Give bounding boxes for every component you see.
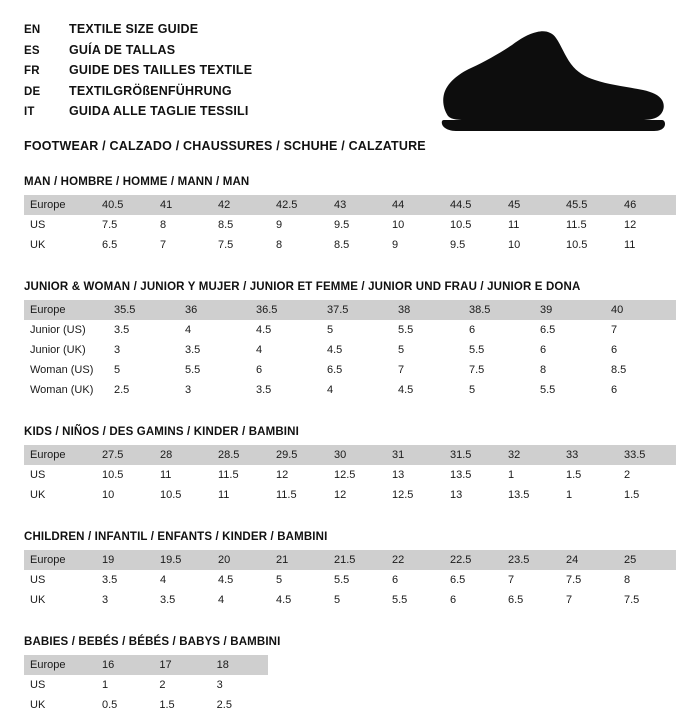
language-title: TEXTILE SIZE GUIDE [69, 22, 199, 36]
section-title: CHILDREN / INFANTIL / ENFANTS / KINDER / BAMBINI [24, 531, 328, 543]
cell: 6 [534, 340, 605, 360]
cell: 44 [386, 195, 444, 215]
row-label: Europe [24, 300, 108, 320]
table-row [24, 570, 676, 590]
cell: 6.5 [96, 235, 154, 255]
cell: 9.5 [444, 235, 502, 255]
cell: 5 [108, 360, 179, 380]
category-heading: FOOTWEAR / CALZADO / CHAUSSURES / SCHUHE / CALZATURE [24, 138, 426, 153]
cell: 23.5 [502, 550, 560, 570]
cell: 12.5 [328, 465, 386, 485]
table-row [24, 340, 676, 360]
cell: 5.5 [534, 380, 605, 400]
row-label: Europe [24, 195, 96, 215]
cell: 45 [502, 195, 560, 215]
table-row [24, 380, 676, 400]
cell: 11 [154, 465, 212, 485]
cell: 11.5 [212, 465, 270, 485]
table-row [24, 590, 676, 610]
size-table-babies [24, 655, 268, 715]
cell: 10.5 [444, 215, 502, 235]
cell: 6.5 [321, 360, 392, 380]
cell: 7 [560, 590, 618, 610]
cell: 6 [463, 320, 534, 340]
cell: 18 [211, 655, 268, 675]
row-label: Europe [24, 550, 96, 570]
row-label: US [24, 570, 96, 590]
cell: 5.5 [386, 590, 444, 610]
language-title: GUIDE DES TAILLES TEXTILE [69, 63, 253, 77]
cell: 4.5 [270, 590, 328, 610]
cell: 21 [270, 550, 328, 570]
cell: 10.5 [154, 485, 212, 505]
cell: 3 [108, 340, 179, 360]
cell: 7 [154, 235, 212, 255]
language-code: ES [24, 44, 40, 57]
cell: 19.5 [154, 550, 212, 570]
cell: 6 [250, 360, 321, 380]
cell: 4.5 [392, 380, 463, 400]
cell: 5 [463, 380, 534, 400]
cell: 8 [154, 215, 212, 235]
cell: 29.5 [270, 445, 328, 465]
cell: 10.5 [560, 235, 618, 255]
table-row [24, 445, 676, 465]
cell: 5.5 [179, 360, 250, 380]
section-junior-woman [24, 281, 676, 400]
size-table-kids [24, 445, 676, 505]
cell: 6 [386, 570, 444, 590]
cell: 12 [618, 215, 676, 235]
cell: 4 [179, 320, 250, 340]
language-title: GUIDA ALLE TAGLIE TESSILI [69, 104, 249, 118]
cell: 4.5 [250, 320, 321, 340]
cell: 22.5 [444, 550, 502, 570]
cell: 38 [392, 300, 463, 320]
table-row [24, 360, 676, 380]
cell: 5 [270, 570, 328, 590]
row-label: Europe [24, 445, 96, 465]
cell: 11.5 [560, 215, 618, 235]
table-row [24, 675, 268, 695]
table-row [24, 300, 676, 320]
cell: 20 [212, 550, 270, 570]
cell: 40 [605, 300, 676, 320]
cell: 5 [328, 590, 386, 610]
cell: 8 [618, 570, 676, 590]
cell: 9 [270, 215, 328, 235]
cell: 6.5 [534, 320, 605, 340]
row-label: US [24, 675, 96, 695]
cell: 4 [250, 340, 321, 360]
row-label: US [24, 215, 96, 235]
row-label: Woman (UK) [24, 380, 108, 400]
table-row [24, 215, 676, 235]
row-label: US [24, 465, 96, 485]
cell: 7 [392, 360, 463, 380]
table-row [24, 320, 676, 340]
cell: 21.5 [328, 550, 386, 570]
section-title: KIDS / NIÑOS / DES GAMINS / KINDER / BAMBINI [24, 426, 299, 438]
row-label: UK [24, 695, 96, 715]
cell: 10 [96, 485, 154, 505]
cell: 4 [154, 570, 212, 590]
language-code: FR [24, 65, 40, 77]
size-table-man [24, 195, 676, 255]
cell: 6 [605, 380, 676, 400]
cell: 28 [154, 445, 212, 465]
row-label: UK [24, 235, 96, 255]
cell: 12.5 [386, 485, 444, 505]
section-babies [24, 636, 676, 715]
section-children [24, 531, 676, 610]
cell: 8 [534, 360, 605, 380]
cell: 1 [502, 465, 560, 485]
cell: 9 [386, 235, 444, 255]
cell: 5 [392, 340, 463, 360]
cell: 6.5 [502, 590, 560, 610]
section-man [24, 176, 676, 255]
cell: 10 [386, 215, 444, 235]
cell: 13.5 [444, 465, 502, 485]
cell: 5.5 [328, 570, 386, 590]
cell: 42 [212, 195, 270, 215]
cell: 11 [618, 235, 676, 255]
section-title: MAN / HOMBRE / HOMME / MANN / MAN [24, 176, 250, 188]
row-label: UK [24, 485, 96, 505]
cell: 8 [270, 235, 328, 255]
cell: 2 [618, 465, 676, 485]
cell: 3.5 [108, 320, 179, 340]
cell: 37.5 [321, 300, 392, 320]
cell: 8.5 [328, 235, 386, 255]
cell: 16 [96, 655, 153, 675]
cell: 42.5 [270, 195, 328, 215]
cell: 3.5 [179, 340, 250, 360]
cell: 41 [154, 195, 212, 215]
cell: 7.5 [560, 570, 618, 590]
cell: 17 [153, 655, 210, 675]
cell: 1 [96, 675, 153, 695]
table-row [24, 695, 268, 715]
dress-shoe-icon [438, 30, 668, 134]
cell: 3.5 [154, 590, 212, 610]
cell: 1.5 [618, 485, 676, 505]
table-row [24, 550, 676, 570]
cell: 4 [212, 590, 270, 610]
table-row [24, 485, 676, 505]
cell: 32 [502, 445, 560, 465]
cell: 36.5 [250, 300, 321, 320]
cell: 35.5 [108, 300, 179, 320]
cell: 1 [560, 485, 618, 505]
cell: 12 [328, 485, 386, 505]
cell: 7 [502, 570, 560, 590]
cell: 11 [212, 485, 270, 505]
cell: 30 [328, 445, 386, 465]
cell: 4.5 [212, 570, 270, 590]
cell: 11 [502, 215, 560, 235]
cell: 28.5 [212, 445, 270, 465]
cell: 13 [444, 485, 502, 505]
cell: 10.5 [96, 465, 154, 485]
row-label: Europe [24, 655, 96, 675]
cell: 8.5 [605, 360, 676, 380]
cell: 7.5 [212, 235, 270, 255]
row-label: UK [24, 590, 96, 610]
cell: 4.5 [321, 340, 392, 360]
cell: 19 [96, 550, 154, 570]
document-header [24, 22, 676, 153]
language-code: EN [24, 24, 41, 36]
cell: 5 [321, 320, 392, 340]
cell: 6.5 [444, 570, 502, 590]
row-label: Junior (US) [24, 320, 108, 340]
cell: 24 [560, 550, 618, 570]
cell: 2.5 [211, 695, 268, 715]
table-row [24, 195, 676, 215]
cell: 3 [179, 380, 250, 400]
row-label: Junior (UK) [24, 340, 108, 360]
cell: 7 [605, 320, 676, 340]
language-title: GUÍA DE TALLAS [69, 42, 176, 57]
cell: 5.5 [463, 340, 534, 360]
cell: 10 [502, 235, 560, 255]
cell: 4 [321, 380, 392, 400]
cell: 25 [618, 550, 676, 570]
cell: 7.5 [463, 360, 534, 380]
cell: 46 [618, 195, 676, 215]
cell: 1.5 [153, 695, 210, 715]
language-code: DE [24, 85, 41, 98]
row-label: Woman (US) [24, 360, 108, 380]
cell: 6 [444, 590, 502, 610]
cell: 9.5 [328, 215, 386, 235]
cell: 40.5 [96, 195, 154, 215]
table-row [24, 465, 676, 485]
cell: 5.5 [392, 320, 463, 340]
cell: 39 [534, 300, 605, 320]
table-row [24, 235, 676, 255]
cell: 33.5 [618, 445, 676, 465]
cell: 43 [328, 195, 386, 215]
cell: 33 [560, 445, 618, 465]
size-table-junior-woman [24, 300, 676, 400]
section-title: BABIES / BEBÉS / BÉBÉS / BABYS / BAMBINI [24, 636, 281, 648]
cell: 8.5 [212, 215, 270, 235]
cell: 27.5 [96, 445, 154, 465]
cell: 7.5 [618, 590, 676, 610]
cell: 44.5 [444, 195, 502, 215]
cell: 36 [179, 300, 250, 320]
cell: 0.5 [96, 695, 153, 715]
section-title: JUNIOR & WOMAN / JUNIOR Y MUJER / JUNIOR ET FEMME / JUNIOR UND FRAU / JUNIOR E DONA [24, 281, 581, 293]
cell: 13.5 [502, 485, 560, 505]
cell: 13 [386, 465, 444, 485]
cell: 2 [153, 675, 210, 695]
cell: 45.5 [560, 195, 618, 215]
cell: 12 [270, 465, 328, 485]
cell: 2.5 [108, 380, 179, 400]
cell: 3.5 [96, 570, 154, 590]
cell: 22 [386, 550, 444, 570]
cell: 31 [386, 445, 444, 465]
cell: 1.5 [560, 465, 618, 485]
cell: 6 [605, 340, 676, 360]
language-title: TEXTILGRÖßENFÜHRUNG [69, 83, 232, 98]
cell: 7.5 [96, 215, 154, 235]
section-kids [24, 426, 676, 505]
cell: 38.5 [463, 300, 534, 320]
cell: 11.5 [270, 485, 328, 505]
cell: 3 [96, 590, 154, 610]
cell: 3 [211, 675, 268, 695]
language-code: IT [24, 106, 35, 118]
size-table-children [24, 550, 676, 610]
cell: 3.5 [250, 380, 321, 400]
table-row [24, 655, 268, 675]
cell: 31.5 [444, 445, 502, 465]
